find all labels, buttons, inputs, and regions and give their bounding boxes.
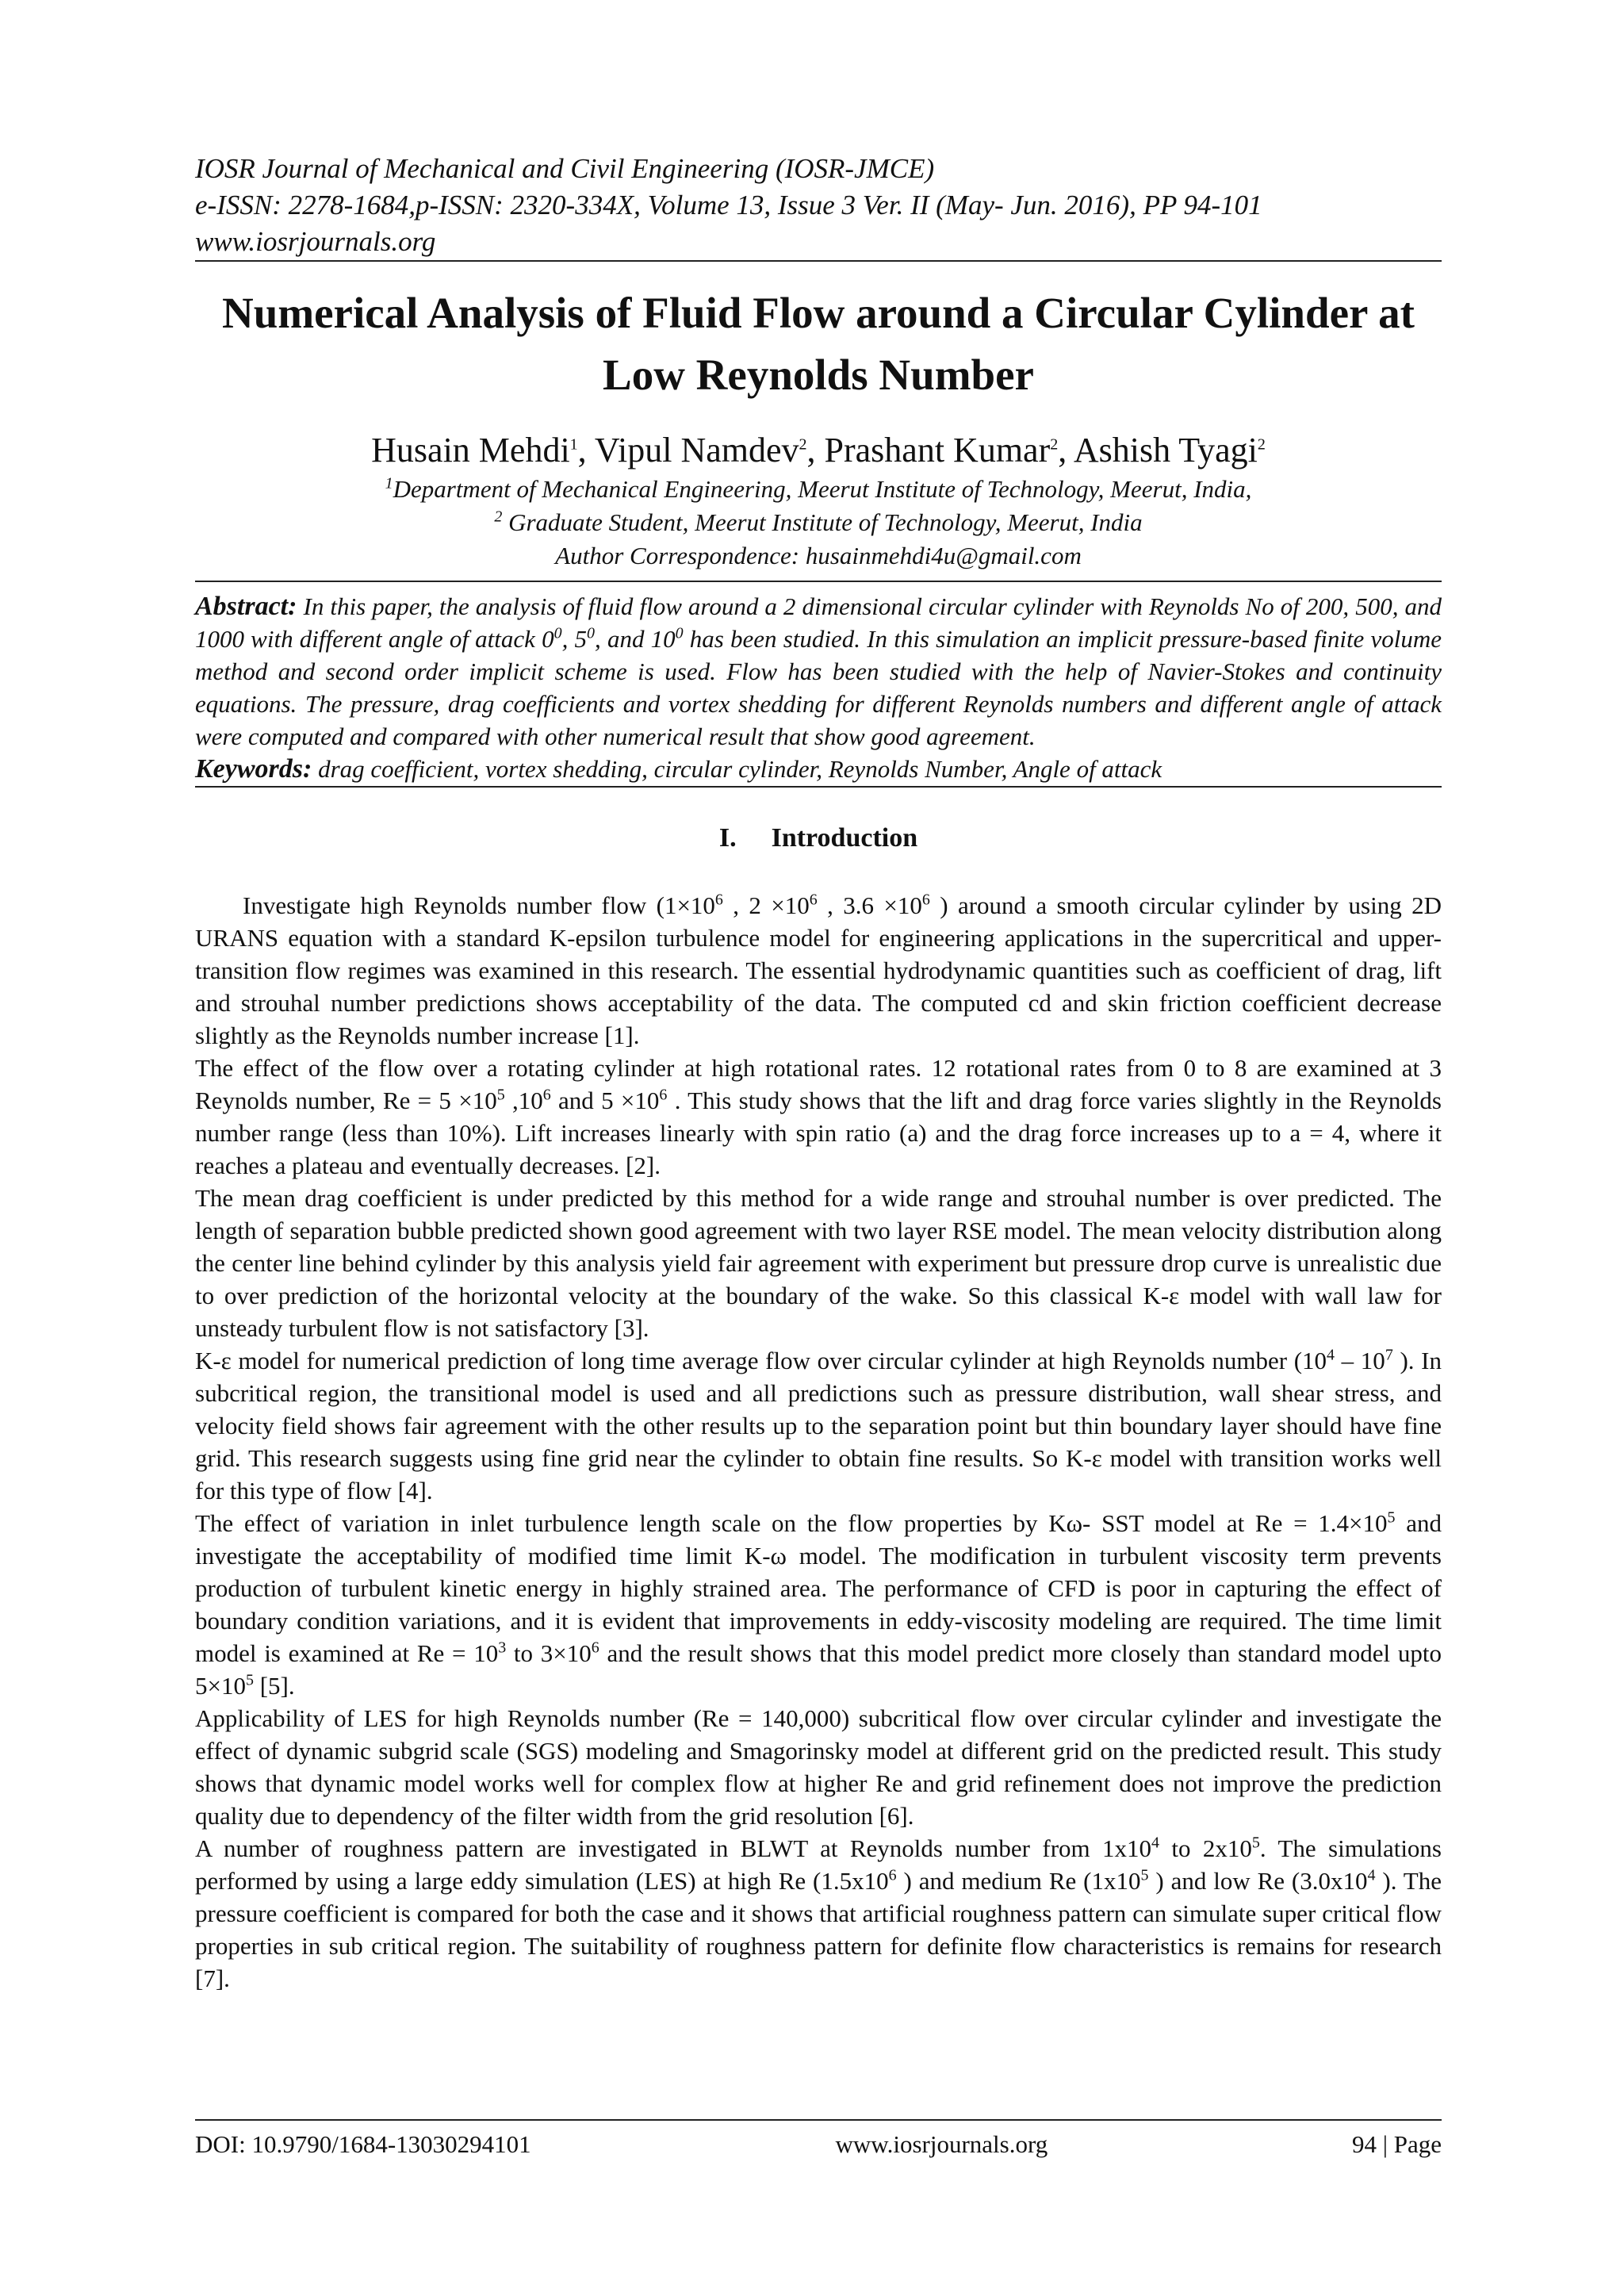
journal-header <box>195 151 1442 260</box>
text-run: and 5 ×10 <box>550 1087 660 1114</box>
paragraph <box>195 1507 1442 1702</box>
text-run: ). The pressure coefficient is compared for both the case and it shows that artificial roughness pattern can simulate super critical flow properties in sub critical region. The suitability of roughness pattern for definite flow characteristics is remains for research [7]. <box>195 1867 1442 1992</box>
superscript: 6 <box>542 1086 551 1104</box>
abstract-text: has been studied. In this simulation an implicit pressure-based finite volume method and second order implicit scheme is used. Flow has been studied with the help of Navier-Stokes and continuity equations. The pressure, drag coefficients and vortex shedding for different Reynolds numbers and different angle of attack were computed and compared with other numerical result that show good agreement. <box>195 625 1442 750</box>
author-affiliation-mark: 2 <box>1050 435 1059 454</box>
page-footer <box>195 2130 1442 2159</box>
affiliation-mark: 2 <box>494 508 503 526</box>
text-run: ,10 <box>504 1087 543 1114</box>
text-run: ) and low Re (3.0x10 <box>1148 1867 1368 1895</box>
text-run: and investigate the acceptability of modified time limit K-ω model. The modification in turbulent viscosity term prevents production of turbulent kinetic energy in highly strained area. The performance of CFD is poor in capturing the effect of boundary condition variations, and it is evident that improvements in eddy-viscosity modeling are required. The time limit model is examined at Re = 10 <box>195 1509 1442 1667</box>
abstract-top-rule <box>195 581 1442 582</box>
text-run: and the result shows that this model predict more closely than standard model upto 5×10 <box>195 1639 1442 1700</box>
text-run: , 3.6 ×10 <box>817 891 922 919</box>
superscript: 6 <box>809 891 818 909</box>
superscript: 7 <box>1385 1346 1393 1364</box>
superscript: 5 <box>245 1671 254 1689</box>
abstract <box>195 590 1442 753</box>
affiliation-mark: 1 <box>385 474 393 493</box>
author-separator: , <box>806 431 825 470</box>
section-heading <box>195 821 1442 856</box>
superscript: 4 <box>1367 1866 1376 1884</box>
body-text <box>195 889 1442 1995</box>
text-run: ). In subcritical region, the transitional model is used and all predictions such as pressure distribution, wall shear stress, and velocity field shows fair agreement with the other results up to the separation point but thin boundary layer should have fine grid. This research suggests using fine grid near the cylinder to obtain fine results. So K-ε model with transition works well for this type of flow [4]. <box>195 1347 1442 1504</box>
abstract-sup: 0 <box>587 624 596 642</box>
keywords <box>195 753 1442 786</box>
abstract-text: , 5 <box>561 625 588 653</box>
paragraph <box>195 1344 1442 1507</box>
author-name: Vipul Namdev <box>594 431 799 470</box>
footer-page-number: 94 | Page <box>1352 2130 1442 2158</box>
author-list <box>195 428 1442 473</box>
text-run: Investigate high Reynolds number flow (1×10 <box>243 891 715 919</box>
header-rule <box>195 260 1442 262</box>
abstract-sup: 0 <box>675 624 684 642</box>
author-name: Husain Mehdi <box>371 431 570 470</box>
text-run: The effect of variation in inlet turbulence length scale on the flow properties by Kω- SST model at Re = 1.4×10 <box>195 1509 1388 1537</box>
journal-website: www.iosrjournals.org <box>195 226 436 257</box>
abstract-bottom-rule <box>195 786 1442 788</box>
superscript: 5 <box>1140 1866 1149 1884</box>
superscript: 6 <box>659 1086 668 1104</box>
affiliation-1 <box>195 473 1442 506</box>
title-line-2: Low Reynolds Number <box>603 351 1034 399</box>
author-correspondence: Author Correspondence: husainmehdi4u@gmail.com <box>555 542 1082 569</box>
superscript: 5 <box>1251 1834 1260 1852</box>
text-run: – 10 <box>1335 1347 1385 1374</box>
superscript: 4 <box>1151 1834 1160 1852</box>
paragraph <box>195 889 1442 1052</box>
text-run: . This study shows that the lift and drag force varies slightly in the Reynolds number range (less than 10%). Lift increases linearly with spin ratio (a) and the drag force increases up to a = 4, where it reaches a plateau and eventually decreases. [2]. <box>195 1087 1442 1179</box>
section-title: Introduction <box>771 823 918 853</box>
author-affiliation-mark: 2 <box>799 435 807 454</box>
superscript: 6 <box>591 1639 599 1657</box>
abstract-text: , and 10 <box>595 625 676 653</box>
text-run: ) around a smooth circular cylinder by using 2D URANS equation with a standard K-epsilon turbulence model for engineering applications in the supercritical and upper-transition flow regimes was examined in this research. The essential hydrodynamic quantities such as coefficient of drag, lift and strouhal number predictions shows acceptability of the data. The computed cd and skin friction coefficient decrease slightly as the Reynolds number increase [1]. <box>195 891 1442 1049</box>
section-number: I. <box>718 823 737 853</box>
paragraph <box>195 1832 1442 1995</box>
paragraph <box>195 1052 1442 1182</box>
journal-name: IOSR Journal of Mechanical and Civil Engineering (IOSR-JMCE) <box>195 153 935 184</box>
superscript: 6 <box>921 891 930 909</box>
text-run: ) and medium Re (1x10 <box>896 1867 1141 1895</box>
text-run: K-ε model for numerical prediction of long time average flow over circular cylinder at high Reynolds number (10 <box>195 1347 1327 1374</box>
footer-doi: DOI: 10.9790/1684-13030294101 <box>195 2130 531 2158</box>
paragraph: The mean drag coefficient is under predicted by this method for a wide range and strouhal number is over predicted. The length of separation bubble predicted shown good agreement with two layer RSE model. The mean velocity distribution along the center line behind cylinder by this analysis yield fair agreement with experiment but pressure drop curve is unrealistic due to over prediction of the horizontal velocity at the boundary of the wake. So this classical K-ε model with wall law for unsteady turbulent flow is not satisfactory [3]. <box>195 1184 1442 1342</box>
author-separator: , <box>1058 431 1074 470</box>
paper-title <box>195 282 1442 406</box>
keywords-text: drag coefficient, vortex shedding, circular cylinder, Reynolds Number, Angle of attack <box>312 755 1162 783</box>
author-name: Ashish Tyagi <box>1073 431 1258 470</box>
affiliation-2 <box>195 506 1442 539</box>
abstract-label: Abstract: <box>195 592 297 621</box>
superscript: 5 <box>496 1086 505 1104</box>
superscript: 6 <box>888 1866 897 1884</box>
abstract-text: In this paper, the analysis of fluid flow around a 2 dimensional circular cylinder with Reynolds No of 200, 500, and 1000 with different angle of attack 0 <box>195 592 1442 653</box>
footer-website: www.iosrjournals.org <box>835 2130 1048 2158</box>
keywords-label: Keywords: <box>195 754 312 784</box>
paragraph: Applicability of LES for high Reynolds number (Re = 140,000) subcritical flow over circular cylinder and investigate the effect of dynamic subgrid scale (SGS) modeling and Smagorinsky model at different grid on the predicted result. This study shows that dynamic model works well for complex flow at higher Re and grid refinement does not improve the prediction quality due to dependency of the filter width from the grid resolution [6]. <box>195 1704 1442 1830</box>
author-affiliation-mark: 2 <box>1257 435 1266 454</box>
superscript: 3 <box>498 1639 507 1657</box>
text-run: to 3×10 <box>506 1639 592 1667</box>
abstract-sup: 0 <box>553 624 562 642</box>
superscript: 4 <box>1327 1346 1335 1364</box>
text-run: . The simulations performed by using a large eddy simulation (LES) at high Re (1.5x10 <box>195 1834 1442 1895</box>
author-name: Prashant Kumar <box>824 431 1051 470</box>
text-run: A number of roughness pattern are investigated in BLWT at Reynolds number from 1x10 <box>195 1834 1152 1862</box>
title-line-1: Numerical Analysis of Fluid Flow around a Circular Cylinder at <box>222 289 1415 337</box>
text-run: The effect of the flow over a rotating cylinder at high rotational rates. 12 rotational rates from 0 to 8 are examined at 3 Reynolds number, Re = 5 ×10 <box>195 1054 1442 1114</box>
text-run: [5]. <box>253 1672 295 1700</box>
author-affiliation-mark: 1 <box>569 435 578 454</box>
superscript: 5 <box>1387 1508 1396 1527</box>
journal-issn: e-ISSN: 2278-1684,p-ISSN: 2320-334X, Volume 13, Issue 3 Ver. II (May- Jun. 2016), PP 94-101 <box>195 190 1262 220</box>
text-run: to 2x10 <box>1159 1834 1252 1862</box>
footer-rule <box>195 2119 1442 2121</box>
author-separator: , <box>577 431 595 470</box>
paper-page <box>195 151 1442 1995</box>
text-run: , 2 ×10 <box>722 891 810 919</box>
superscript: 6 <box>714 891 723 909</box>
affiliation-text: Department of Mechanical Engineering, Meerut Institute of Technology, Meerut, India, <box>393 475 1252 503</box>
affiliation-text: Graduate Student, Meerut Institute of Technology, Meerut, India <box>502 508 1143 536</box>
